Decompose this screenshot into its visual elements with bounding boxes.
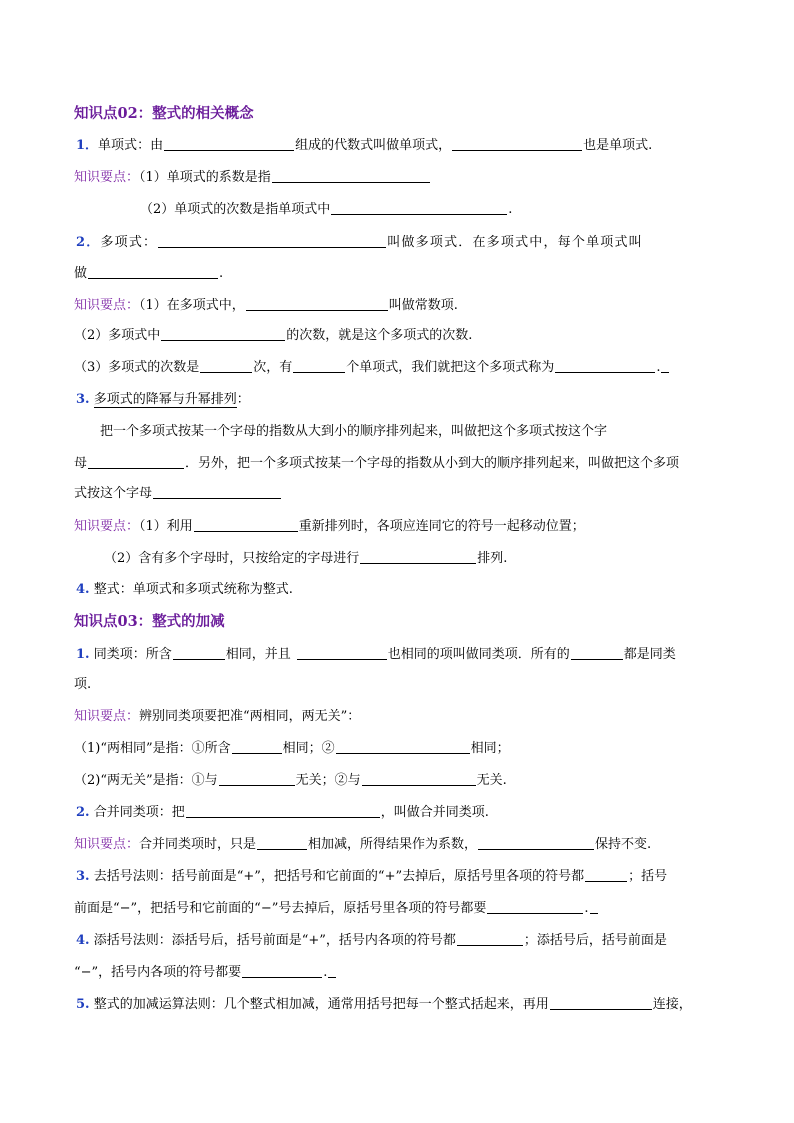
text: 重新排列时，各项应连同它的符号一起移动位置；: [298, 519, 585, 534]
text: （1）在多项式中，: [139, 298, 245, 313]
blank[interactable]: [232, 739, 282, 754]
item-monomial: [76, 136, 652, 156]
item-like-terms: [76, 645, 676, 665]
tip-label: 知识要点：: [74, 709, 140, 724]
text: （1）单项式的系数是指: [139, 170, 271, 185]
blank[interactable]: [362, 771, 476, 786]
term: 多项式的降幂与升幂排列: [93, 392, 237, 407]
text: 也相同的项叫做同类项．所有的: [387, 647, 570, 662]
text: 合并同类项时，只是: [139, 837, 257, 852]
text: （2)“两无关”是指：①与: [74, 773, 218, 788]
text: （2）含有多个字母时，只按给定的字母进行: [104, 551, 360, 566]
tip-label: 知识要点：: [74, 519, 140, 534]
text: 相同，并且: [225, 647, 291, 662]
blank[interactable]: [336, 739, 470, 754]
ordering-desc: 把一个多项式按某一个字母的指数从大到小的顺序排列起来，叫做把这个多项式按这个字: [100, 424, 608, 439]
blank[interactable]: [88, 454, 184, 469]
blank[interactable]: [585, 867, 627, 882]
text: ：单项式和多项式统称为整式.: [119, 582, 293, 597]
blank[interactable]: [571, 645, 623, 660]
section-heading-03: 知识点03：整式的加减: [74, 613, 225, 630]
text: .: [508, 202, 513, 217]
text: ：所含: [132, 647, 172, 662]
text: （2）多项式中: [74, 328, 161, 343]
item-number: 4.: [76, 933, 90, 948]
text: （1)“两相同”是指：①所含: [74, 741, 231, 756]
text: 母: [74, 456, 88, 471]
blank[interactable]: [293, 358, 345, 373]
tip-label: 知识要点：: [74, 170, 140, 185]
blank[interactable]: [158, 233, 386, 248]
blank[interactable]: [186, 803, 380, 818]
section-heading-02: 知识点02：整式的相关概念: [74, 105, 254, 122]
text: 叫做多项式．在多项式中，每个单项式叫: [387, 235, 643, 250]
blank[interactable]: [457, 931, 523, 946]
text: 无关；②与: [295, 773, 361, 788]
item-add-subtract-rule: [76, 995, 692, 1015]
tip-monomial: [74, 168, 431, 188]
blank[interactable]: [246, 296, 388, 311]
item-polynomial: [76, 233, 643, 253]
item-number: 4.: [76, 582, 90, 597]
tip-ordering: [74, 517, 585, 537]
item-remove-brackets-cont: [74, 899, 599, 919]
ordering-desc-cont: [74, 454, 679, 474]
tip-two-irrelevant: [74, 771, 507, 791]
term: 添括号法则: [93, 933, 159, 948]
blank[interactable]: [452, 136, 582, 151]
text: ：: [236, 392, 250, 407]
term: 去括号法则: [93, 869, 159, 884]
blank[interactable]: [88, 264, 218, 279]
text: 相加减，所得结果作为系数，: [308, 837, 478, 852]
tip-polynomial: [74, 296, 458, 316]
text: 保持不变.: [595, 837, 652, 852]
item-ordering: [76, 390, 250, 410]
text: 个单项式，我们就把这个多项式称为: [346, 360, 555, 375]
ordering-desc-end: [74, 484, 282, 504]
text: ．另外，把一个多项式按某一个字母的指数从小到大的顺序排列起来，叫做把这个多项: [185, 456, 680, 471]
text: .: [656, 360, 661, 375]
item-number: 2.: [76, 805, 90, 820]
text: ：把: [158, 805, 185, 820]
blank[interactable]: [328, 963, 336, 978]
blank[interactable]: [478, 835, 594, 850]
tip-combine: [74, 835, 651, 855]
text: 做: [74, 266, 88, 281]
text: 前面是“−”，把括号和它前面的“−”号去掉后，原括号里各项的符号都要: [74, 901, 487, 916]
blank[interactable]: [590, 899, 598, 914]
blank[interactable]: [360, 549, 476, 564]
tip-label: 知识要点：: [74, 298, 140, 313]
text: （3）多项式的次数是: [74, 360, 200, 375]
text: 式按这个字母: [74, 486, 153, 501]
blank[interactable]: [272, 168, 430, 183]
text: ；添括号后，括号前面是: [523, 933, 667, 948]
tip-two-same: [74, 739, 510, 759]
text: .: [219, 266, 224, 281]
text: 排列.: [477, 551, 508, 566]
blank[interactable]: [297, 645, 387, 660]
text: ；括号: [628, 869, 668, 884]
text: 次，有: [253, 360, 293, 375]
item-number: 3.: [76, 392, 90, 407]
item-remove-brackets: [76, 867, 667, 887]
item-add-brackets: [76, 931, 667, 951]
blank[interactable]: [200, 358, 252, 373]
text: 叫做常数项.: [388, 298, 458, 313]
text: ：几个整式相加减，通常用括号把每一个整式括起来，再用: [210, 997, 549, 1012]
item-polynomial-cont: [74, 264, 223, 284]
blank[interactable]: [487, 899, 583, 914]
item-number: 1.: [76, 647, 90, 662]
blank[interactable]: [219, 771, 295, 786]
text: 组成的代数式叫做单项式，: [295, 138, 452, 153]
text: ，叫做合并同类项.: [380, 805, 489, 820]
text: 多项式：: [100, 235, 158, 250]
item-add-brackets-cont: [74, 963, 337, 983]
blank[interactable]: [164, 136, 294, 151]
tip-polynomial-name: [74, 358, 670, 378]
item-combine-like-terms: [76, 803, 489, 823]
text: 的次数，就是这个多项式的次数.: [286, 328, 473, 343]
text: 连接，: [652, 997, 692, 1012]
blank[interactable]: [153, 484, 281, 499]
blank[interactable]: [173, 645, 225, 660]
blank[interactable]: [194, 517, 298, 532]
text: 都是同类: [623, 647, 676, 662]
term: 整式: [93, 582, 120, 597]
text: 相同；: [470, 741, 510, 756]
tip-monomial-degree: [140, 200, 512, 220]
text: 无关.: [476, 773, 507, 788]
blank[interactable]: [550, 995, 652, 1010]
item-number: 3.: [76, 869, 90, 884]
blank[interactable]: [331, 200, 507, 215]
item-integral-expression: [76, 580, 293, 600]
item-like-terms-cont: 项.: [74, 677, 92, 692]
blank[interactable]: [161, 326, 285, 341]
text: ：由: [137, 138, 164, 153]
blank[interactable]: [242, 963, 322, 978]
text: 相同；②: [282, 741, 335, 756]
text: （2）单项式的次数是指单项式中: [140, 202, 331, 217]
tip-polynomial-degree: [74, 326, 472, 346]
term: 整式的加减运算法则: [93, 997, 211, 1012]
term: 合并同类项: [93, 805, 159, 820]
text: （1）利用: [139, 519, 193, 534]
text: .: [323, 965, 328, 980]
text: ：添括号后，括号前面是“+”，括号内各项的符号都: [158, 933, 456, 948]
tip-like-terms: [74, 707, 360, 727]
blank[interactable]: [661, 358, 669, 373]
term: 同类项: [93, 647, 133, 662]
blank[interactable]: [257, 835, 307, 850]
text: “−”，括号内各项的符号都要: [74, 965, 242, 980]
item-number: 2．: [76, 235, 101, 250]
tip-label: 知识要点：: [74, 837, 140, 852]
text: ：括号前面是“+”，把括号和它前面的“+”去掉后，原括号里各项的符号都: [158, 869, 585, 884]
item-number: 1．: [76, 138, 99, 153]
item-number: 5.: [76, 997, 90, 1012]
blank[interactable]: [555, 358, 655, 373]
text: .: [584, 901, 589, 916]
text: 辨别同类项要把准“两相同，两无关”：: [139, 709, 361, 724]
text: 也是单项式.: [583, 138, 653, 153]
term: 单项式: [98, 138, 138, 153]
tip-ordering-2: [104, 549, 507, 569]
